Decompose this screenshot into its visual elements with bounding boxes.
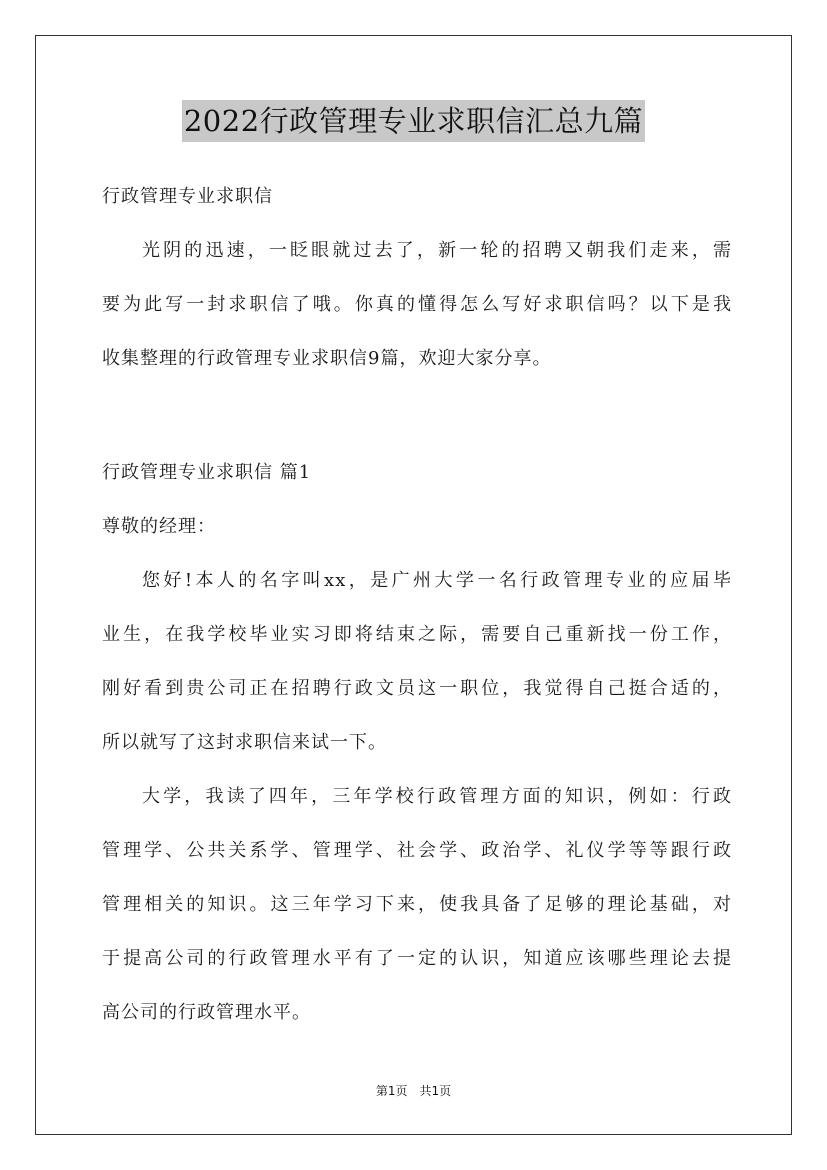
intro-line: 光阴的迅速，一眨眼就过去了，新一轮的招聘又朝我们走来，需 (142, 240, 732, 261)
subtitle: 行政管理专业求职信 (102, 186, 273, 207)
paragraph-line: 所以就写了这封求职信来试一下。 (102, 732, 387, 753)
paragraph-line: 业生，在我学校毕业实习即将结束之际，需要自己重新找一份工作， (102, 624, 732, 645)
spacer (102, 386, 732, 446)
document-title: 2022行政管理专业求职信汇总九篇 (182, 100, 645, 142)
page-number: 第1页 (375, 1084, 408, 1098)
page-footer (0, 1082, 827, 1099)
intro-line: 收集整理的行政管理专业求职信9篇，欢迎大家分享。 (102, 348, 552, 369)
intro-line: 要为此写一封求职信了哦。你真的懂得怎么写好求职信吗？以下是我 (102, 294, 732, 315)
paragraph-line: 管理相关的知识。这三年学习下来，使我具备了足够的理论基础，对 (102, 894, 732, 915)
paragraph-line: 您好!本人的名字叫xx，是广州大学一名行政管理专业的应届毕 (142, 570, 732, 591)
document-body (102, 170, 732, 1040)
paragraph-line: 高公司的行政管理水平。 (102, 1002, 311, 1023)
paragraph-line: 管理学、公共关系学、管理学、社会学、政治学、礼仪学等等跟行政 (102, 840, 732, 861)
paragraph-line: 大学，我读了四年，三年学校行政管理方面的知识，例如：行政 (142, 786, 732, 807)
page-total: 共1页 (419, 1084, 452, 1098)
salutation: 尊敬的经理： (102, 516, 216, 537)
paragraph-line: 刚好看到贵公司正在招聘行政文员这一职位，我觉得自己挺合适的， (102, 678, 732, 699)
paragraph-line: 于提高公司的行政管理水平有了一定的认识，知道应该哪些理论去提 (102, 948, 732, 969)
title-container (0, 100, 827, 142)
section-heading: 行政管理专业求职信 篇1 (102, 462, 312, 483)
